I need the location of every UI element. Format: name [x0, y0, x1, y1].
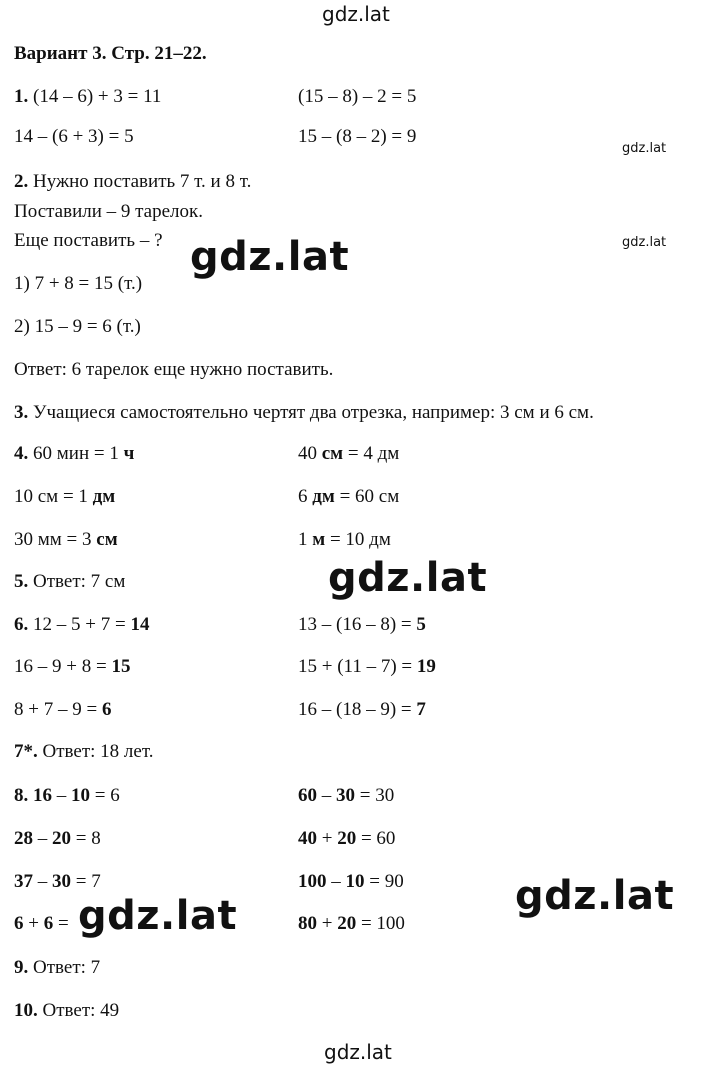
task2-step-2: 2) 15 – 9 = 6 (т.) — [14, 316, 141, 337]
watermark-large: gdz.lat — [515, 873, 675, 919]
watermark-top: gdz.lat — [322, 2, 390, 26]
task2-step-1: 1) 7 + 8 = 15 (т.) — [14, 273, 143, 294]
task6-row2-left: 16 – 9 + 8 = 15 — [14, 656, 131, 677]
task2-condition-3: Еще поставить – ? — [14, 230, 163, 251]
task8-row1-left: 8. 16 – 10 = 6 — [14, 785, 120, 806]
task1-row2-right: 15 – (8 – 2) = 9 — [298, 126, 417, 147]
task8-row3-left: 37 – 30 = 7 — [14, 871, 101, 892]
page-title: Вариант 3. Стр. 21–22. — [14, 43, 207, 64]
task8-row2-left: 28 – 20 = 8 — [14, 828, 101, 849]
task10-answer: 10. Ответ: 49 — [14, 1000, 120, 1021]
watermark-right-small: gdz.lat — [622, 235, 667, 250]
task2-condition-1: 2. Нужно поставить 7 т. и 8 т. — [14, 171, 252, 192]
task5-answer: 5. Ответ: 7 см — [14, 571, 126, 592]
task6-row1-right: 13 – (16 – 8) = 5 — [298, 614, 426, 635]
watermark-large: gdz.lat — [78, 893, 238, 939]
task1-row1-left: 1. (14 – 6) + 3 = 11 — [14, 86, 162, 107]
task6-row2-right: 15 + (11 – 7) = 19 — [298, 656, 436, 677]
task6-row1-left: 6. 12 – 5 + 7 = 14 — [14, 614, 150, 635]
task4-row2-right: 6 дм = 60 см — [298, 486, 400, 507]
task9-answer: 9. Ответ: 7 — [14, 957, 101, 978]
task8-row2-right: 40 + 20 = 60 — [298, 828, 396, 849]
task4-row3-right: 1 м = 10 дм — [298, 529, 391, 550]
task6-row3-left: 8 + 7 – 9 = 6 — [14, 699, 112, 720]
task8-row1-right: 60 – 30 = 30 — [298, 785, 395, 806]
task2-condition-2: Поставили – 9 тарелок. — [14, 201, 203, 222]
task4-row1-right: 40 см = 4 дм — [298, 443, 400, 464]
task1-row2-left: 14 – (6 + 3) = 5 — [14, 126, 134, 147]
task4-row1-left: 4. 60 мин = 1 ч — [14, 443, 135, 464]
task4-row3-left: 30 мм = 3 см — [14, 529, 118, 550]
task4-row2-left: 10 см = 1 дм — [14, 486, 116, 507]
watermark-large: gdz.lat — [328, 555, 488, 601]
watermark-right-small: gdz.lat — [622, 141, 667, 156]
task2-answer: Ответ: 6 тарелок еще нужно поставить. — [14, 359, 334, 380]
watermark-bottom: gdz.lat — [324, 1040, 392, 1064]
task8-row4-right: 80 + 20 = 100 — [298, 913, 405, 934]
watermark-large: gdz.lat — [190, 234, 350, 280]
task8-row3-right: 100 – 10 = 90 — [298, 871, 404, 892]
task1-row1-right: (15 – 8) – 2 = 5 — [298, 86, 417, 107]
task7-answer: 7*. Ответ: 18 лет. — [14, 741, 154, 762]
task6-row3-right: 16 – (18 – 9) = 7 — [298, 699, 426, 720]
task8-row4-left: 6 + 6 = — [14, 913, 69, 934]
task3-text: 3. Учащиеся самостоятельно чертят два отрезка, например: 3 см и 6 см. — [14, 402, 594, 423]
